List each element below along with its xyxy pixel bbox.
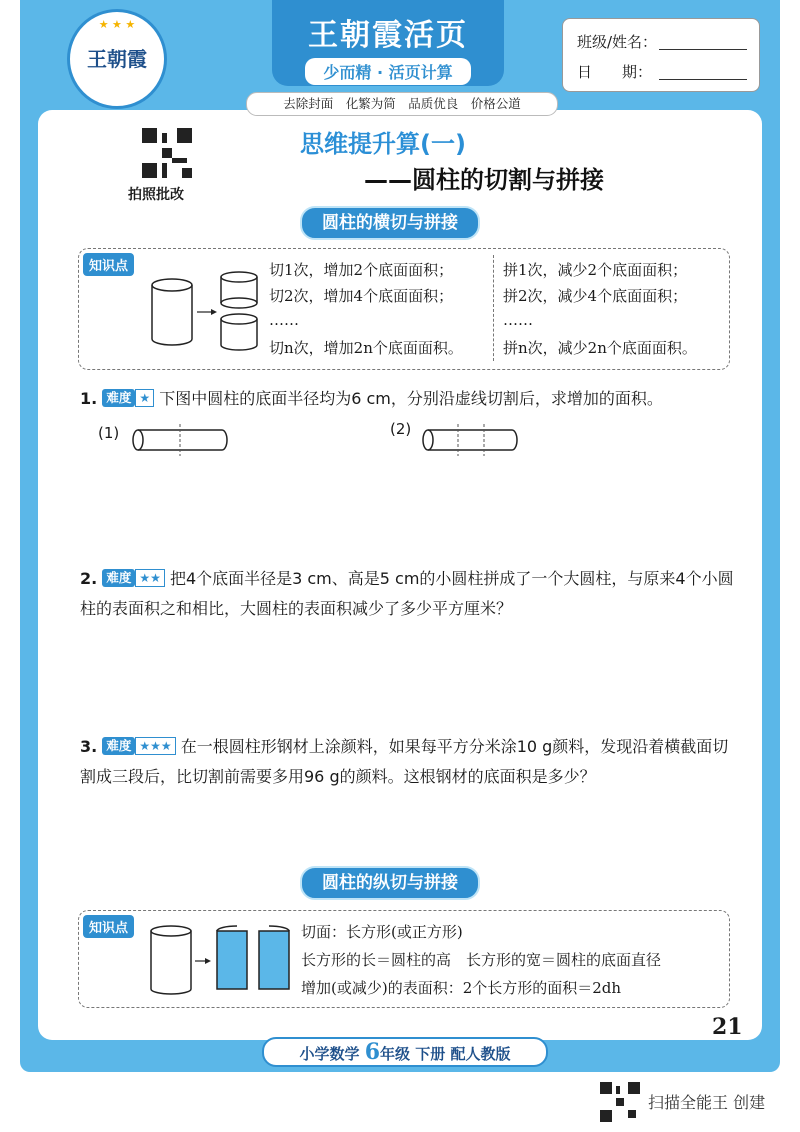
student-info-box xyxy=(562,18,760,92)
scanner-watermark: 扫描全能王 创建 xyxy=(648,1093,766,1112)
cut-line-2: 切2次，增加4个底面面积； xyxy=(269,287,454,305)
question-2 xyxy=(80,564,740,624)
scanner-qr-icon xyxy=(600,1082,640,1122)
cylinder-cut-figure xyxy=(147,267,267,357)
difficulty-label: 难度 xyxy=(102,389,135,407)
horizontal-cylinder-2 xyxy=(420,424,520,458)
question-number: 3. xyxy=(80,737,98,756)
qr-code-icon[interactable] xyxy=(142,128,192,178)
knowledge-box-vertical xyxy=(78,910,730,1008)
star-icon: ★★★ xyxy=(135,737,175,755)
divider xyxy=(493,255,494,361)
knowledge-tag: 知识点 xyxy=(83,915,134,938)
question-number: 1. xyxy=(80,389,98,408)
brand-header xyxy=(272,0,504,86)
question-1 xyxy=(80,384,740,414)
figure-label-2: (2) xyxy=(390,420,412,438)
join-line-1: 拼1次，减少2个底面面积； xyxy=(503,261,688,279)
page-subtitle: ——圆柱的切割与拼接 xyxy=(364,166,604,194)
footer-volume: 下册 xyxy=(415,1045,446,1063)
vertical-cut-line-1: 切面：长方形(或正方形) xyxy=(301,923,463,941)
class-name-label: 班级/姓名： xyxy=(577,33,658,51)
date-line[interactable] xyxy=(659,79,747,80)
vertical-cut-line-2: 长方形的长＝圆柱的高 长方形的宽＝圆柱的底面直径 xyxy=(301,951,662,969)
section-heading-vertical-cut: 圆柱的纵切与拼接 xyxy=(300,866,480,900)
footer-grade-suffix: 年级 xyxy=(380,1045,411,1063)
question-number: 2. xyxy=(80,569,98,588)
footer-subject: 小学数学 xyxy=(299,1045,360,1063)
slogan: 去除封面 化繁为简 品质优良 价格公道 xyxy=(246,92,558,116)
question-text: 下图中圆柱的底面半径均为6 cm，分别沿虚线切割后，求增加的面积。 xyxy=(159,389,663,408)
vertical-cut-line-3: 增加(或减少)的表面积：2个长方形的面积＝2dh xyxy=(301,979,622,997)
question-text: 在一根圆柱形钢材上涂颜料，如果每平方分米涂10 g颜料，发现沿着横截面切割成三段后，比切割前需要多用96 g的颜料。这根钢材的底面积是多少？ xyxy=(80,737,729,786)
question-text: 把4个底面半径是3 cm、高是5 cm的小圆柱拼成了一个大圆柱，与原来4个小圆柱的表面积之和相比，大圆柱的表面积减少了多少平方厘米？ xyxy=(80,569,734,618)
page-title: 思维提升算(一) xyxy=(300,130,466,158)
cut-line-1: 切1次，增加2个底面面积； xyxy=(269,261,454,279)
footer-book-info xyxy=(262,1037,548,1067)
cylinder-split-figure xyxy=(147,921,297,1001)
qr-caption: 拍照批改 xyxy=(128,187,184,203)
horizontal-cylinder-1 xyxy=(130,424,230,458)
class-name-line[interactable] xyxy=(659,49,747,50)
page-number: 21 xyxy=(712,1014,743,1040)
difficulty-label: 难度 xyxy=(102,737,135,755)
section-heading-horizontal-cut: 圆柱的横切与拼接 xyxy=(300,206,480,240)
join-line-3: …… xyxy=(503,311,533,329)
footer-edition: 配人教版 xyxy=(450,1045,511,1063)
knowledge-tag: 知识点 xyxy=(83,253,134,276)
star-icon: ★ ★ ★ xyxy=(98,18,136,31)
figure-label-1: (1) xyxy=(98,424,120,442)
question-3 xyxy=(80,732,740,792)
join-line-2: 拼2次，减少4个底面面积； xyxy=(503,287,688,305)
difficulty-label: 难度 xyxy=(102,569,135,587)
footer-grade: 6 xyxy=(364,1039,381,1065)
date-label: 日 期： xyxy=(577,63,653,81)
logo-text: 王朝霞 xyxy=(87,47,147,71)
knowledge-box-horizontal xyxy=(78,248,730,370)
brand-title: 王朝霞活页 xyxy=(308,18,468,53)
brand-subtitle: 少而精 · 活页计算 xyxy=(305,58,470,85)
star-icon: ★ xyxy=(135,389,154,407)
star-icon: ★★ xyxy=(135,569,165,587)
join-line-4: 拼n次，减少2n个底面面积。 xyxy=(503,339,697,357)
cut-line-4: 切n次，增加2n个底面面积。 xyxy=(269,339,463,357)
brand-logo xyxy=(70,12,164,106)
cut-line-3: …… xyxy=(269,311,299,329)
